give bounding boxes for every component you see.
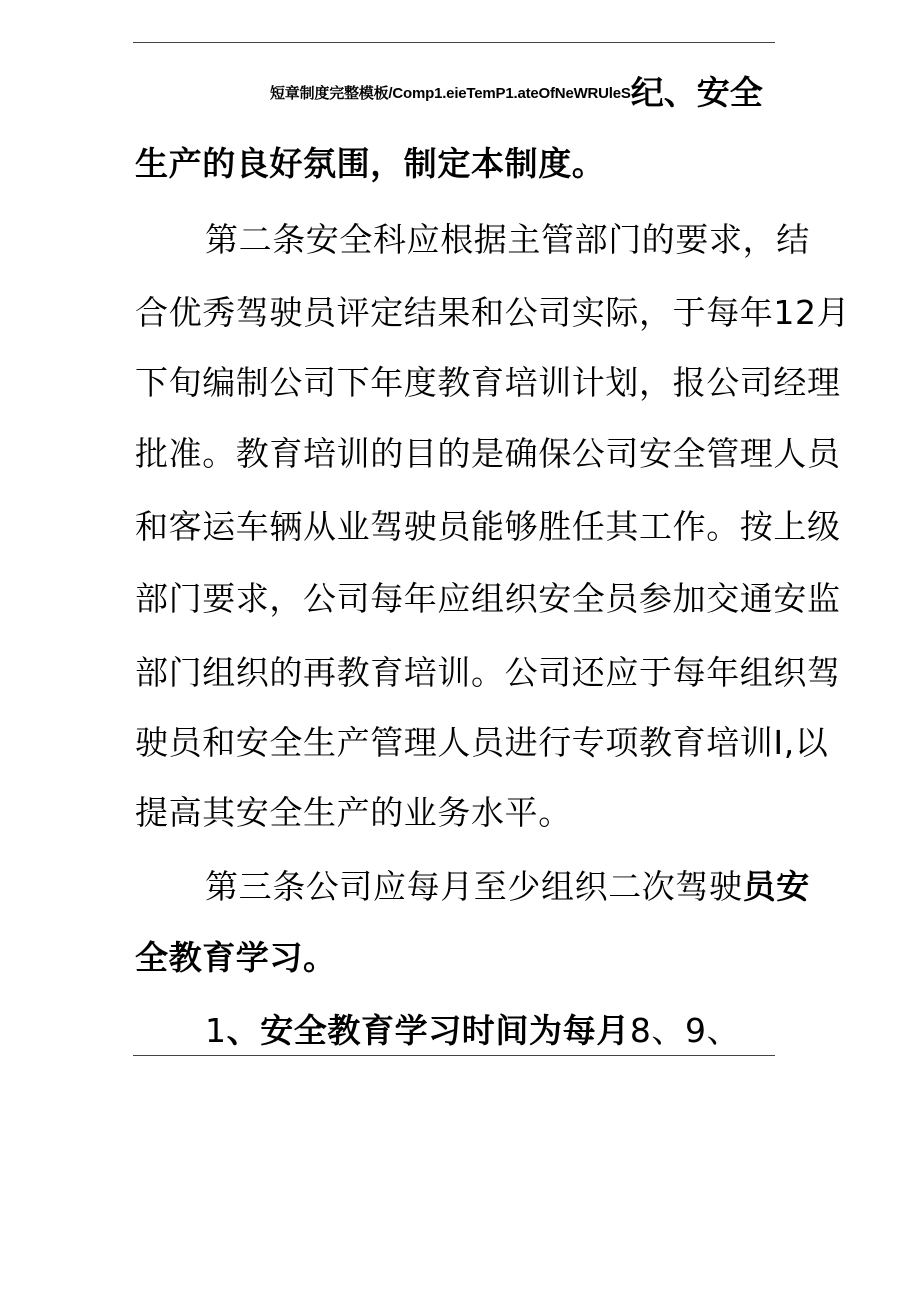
header-big-text: 纪、安全 <box>630 73 763 112</box>
page-header <box>270 73 763 112</box>
item-1-bold: 、安全教育学习时间为每月 <box>226 1011 630 1050</box>
text-line-4: 下旬编制公司下年度教育培训计划，报公司经理 <box>135 363 841 402</box>
article-3-normal: 第三条公司应每月至少组织二次驾驶 <box>205 867 743 906</box>
text-line-1: 生产的良好氛围，制定本制度。 <box>135 144 606 183</box>
text-line-9: 驶员和安全生产管理人员进行专项教育培训I,以 <box>135 723 829 762</box>
text-line-3: 合优秀驾驶员评定结果和公司实际，于每年12月 <box>135 293 851 332</box>
header-small-text: 短章制度完整模板/Comp1.eieTemP1.ateOfNeWRUleS <box>270 85 631 102</box>
article-3-line-2: 全教育学习。 <box>135 938 337 977</box>
text-line-10: 提高其安全生产的业务水平。 <box>135 793 572 832</box>
text-line-2: 第二条安全科应根据主管部门的要求，结 <box>205 220 810 259</box>
text-line-6: 和客运车辆从业驾驶员能够胜任其工作。按上级 <box>135 507 841 546</box>
item-1-line <box>205 1011 741 1050</box>
article-3-line-1 <box>205 867 810 906</box>
item-1-number: 1 <box>205 1011 227 1050</box>
footer-rule <box>133 1055 775 1056</box>
item-1-tail: 8、9、 <box>629 1011 741 1050</box>
text-line-8: 部门组织的再教育培训。公司还应于每年组织驾 <box>135 653 841 692</box>
text-line-5: 批准。教育培训的目的是确保公司安全管理人员 <box>135 434 841 473</box>
text-line-7: 部门要求，公司每年应组织安全员参加交通安监 <box>135 579 841 618</box>
article-3-bold: 员安 <box>742 867 810 906</box>
header-rule <box>133 42 775 43</box>
